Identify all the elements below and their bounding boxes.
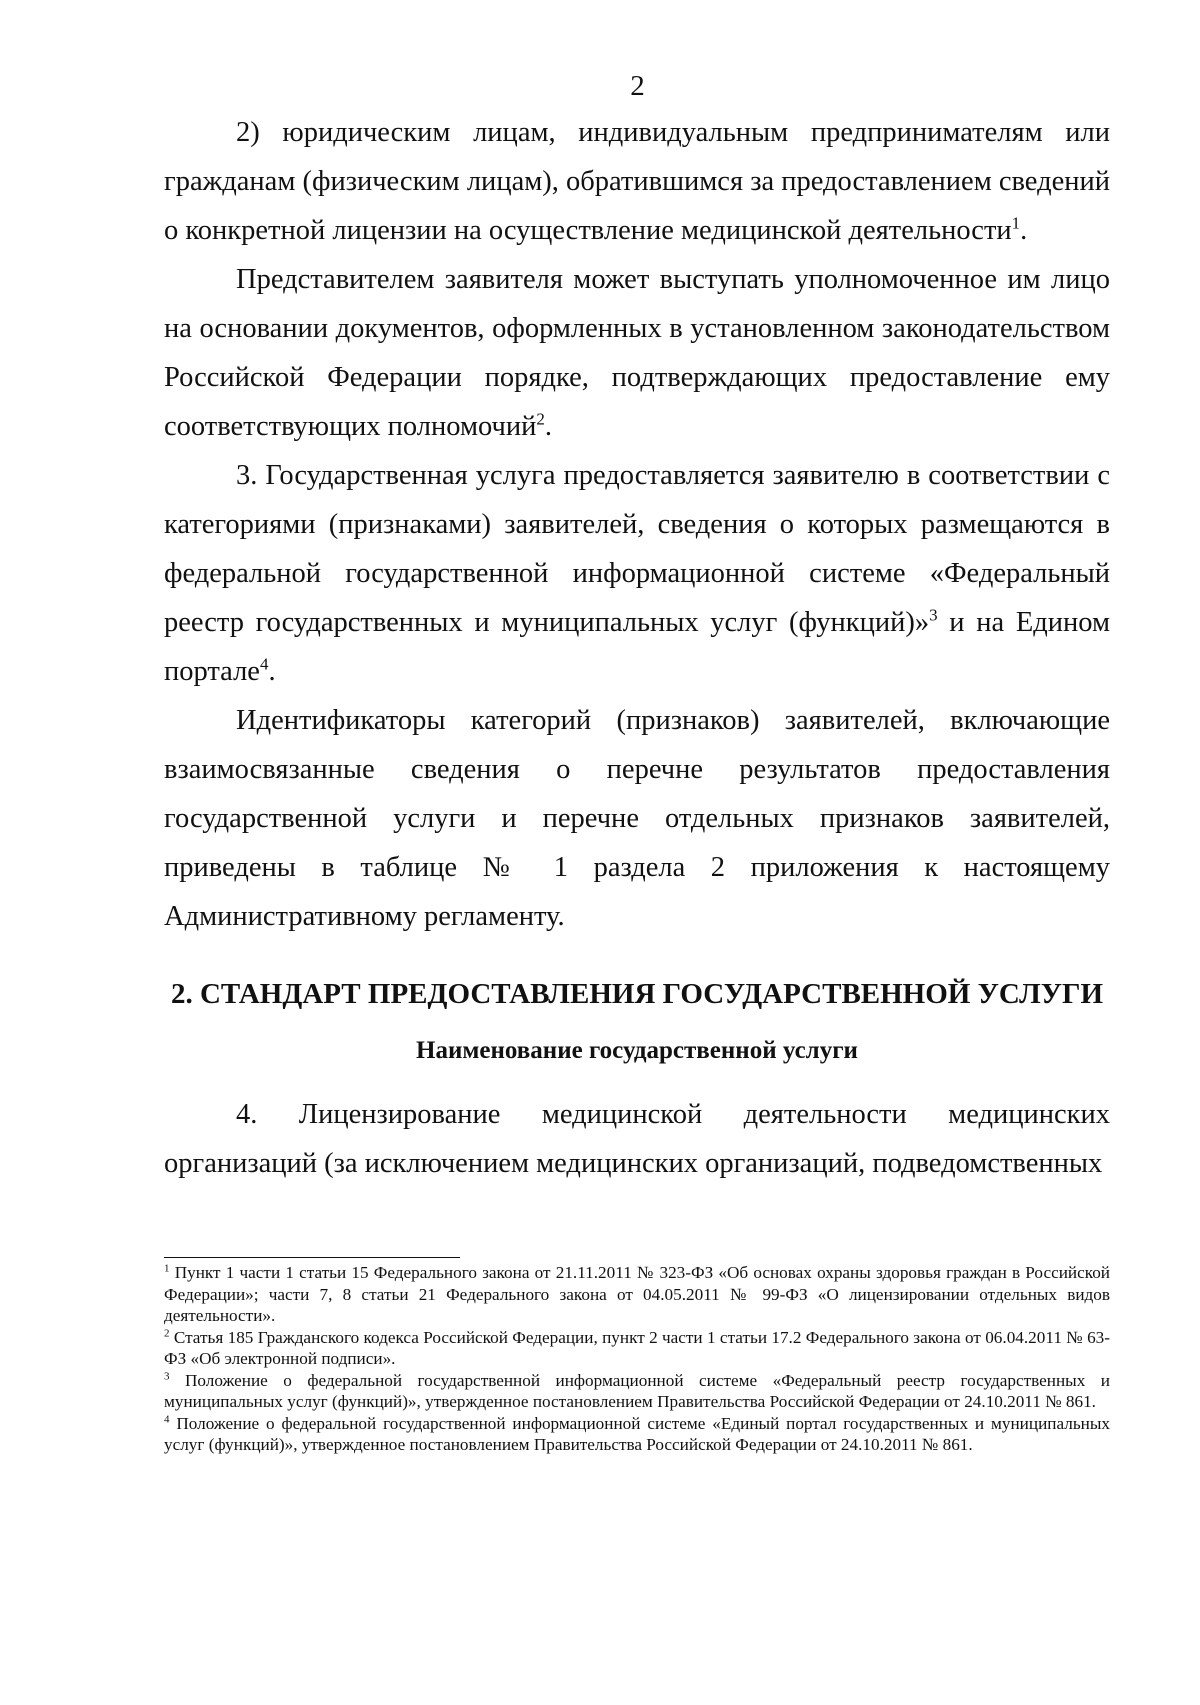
footnote-separator: [164, 1257, 460, 1258]
page-number: 2: [630, 70, 645, 102]
body-text: [164, 108, 1110, 941]
section-heading: 2. СТАНДАРТ ПРЕДОСТАВЛЕНИЯ ГОСУДАРСТВЕННОЙ УСЛУГИ: [170, 978, 1104, 1010]
footnote-ref-3: 3: [929, 605, 938, 625]
paragraph-4: 4. Лицензирование медицинской деятельности медицинских организаций (за исключением медицинских организаций, подведомственных: [164, 1099, 1110, 1179]
footnote-4: $^4$ Положение о федеральной государственной информационной системе «Единый портал государственных и муниципальных услуг (функций)», утвержденное постановлением Правительства Российской Федерации от 24.10.2011 № 861.: [164, 1412, 1110, 1454]
footnote-2: $^2$ Статья 185 Гражданского кодекса Российской Федерации, пункт 2 части 1 статьи 17.2 Федерального закона от 06.04.2011 № 63-ФЗ «Об электронной подписи».: [164, 1326, 1110, 1368]
paragraph-legal-entities: 2) юридическим лицам, индивидуальным предпринимателям или гражданам (физическим лицам), обратившимся за предоставлением сведений о конкретной лицензии на осуществление медицинской деятельности$^1$.: [164, 117, 1110, 246]
footnote-ref-2: 2: [536, 409, 545, 429]
footnote-3: $^3$ Положение о федеральной государственной информационной системе «Федеральный реестр государственных и муниципальных услуг (функций)», утвержденное постановлением Правительства Российской Федерации от 24.10.2011 № 861.: [164, 1369, 1110, 1411]
paragraph-3: 3. Государственная услуга предоставляется заявителю в соответствии с категориями (признаками) заявителей, сведения о которых размещаются в федеральной государственной информационной системе «Федеральный реестр государственных и муниципальных услуг (функций)»$^3$ и на Едином портале$^4$.: [164, 460, 1110, 687]
footnote-ref-1: 1: [1011, 213, 1021, 233]
paragraph-identifiers: Идентификаторы категорий (признаков) заявителей, включающие взаимосвязанные сведения о перечне результатов предоставления государственной услуги и перечне отдельных признаков заявителей, приведены в таблице № 1 раздела 2 приложения к настоящему Административному регламенту.: [164, 705, 1110, 932]
paragraph-representative: Представителем заявителя может выступать уполномоченное им лицо на основании документов, оформленных в установленном законодательством Российской Федерации порядке, подтверждающих предоставление ему соответствующих полномочий$^2$.: [164, 264, 1110, 442]
footnote-1: $^1$ Пункт 1 части 1 статьи 15 Федерального закона от 21.11.2011 № 323-ФЗ «Об основах охраны здоровья граждан в Российской Федерации»; части 7, 8 статьи 21 Федерального закона от 04.05.2011 № 99-ФЗ «О лицензировании отдельных видов деятельности».: [164, 1262, 1110, 1325]
body-text-section-2: [164, 1090, 1110, 1188]
footnotes: [164, 1262, 1110, 1456]
footnote-ref-4: 4: [259, 654, 269, 674]
subheading: Наименование государственной услуги: [416, 1037, 858, 1064]
